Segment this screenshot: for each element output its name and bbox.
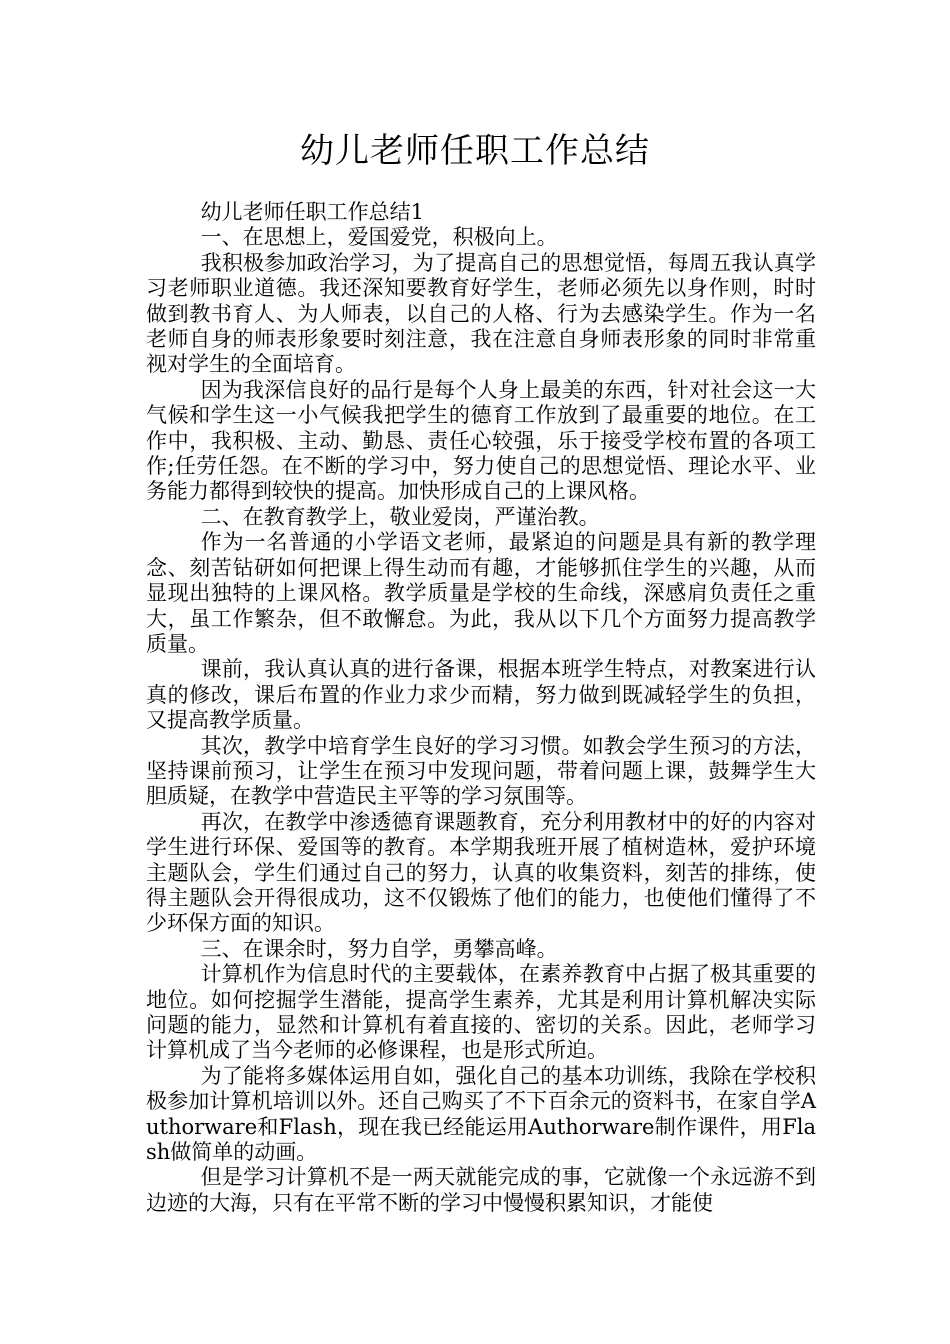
paragraph-moral-education: 因为我深信良好的品行是每个人身上最美的东西，针对社会这一大气候和学生这一小气候我把学生的德育工作放到了最重要的地位。在工作中，我积极、主动、勤恳、责任心较强，乐于接受学校布置的各项工作;任劳任怨。在不断的学习中，努力使自己的思想觉悟、理论水平、业务能力都得到较快的提高。加快形成自己的上课风格。 xyxy=(146,377,816,504)
document-title: 幼儿老师任职工作总结 xyxy=(300,131,650,171)
paragraph-lesson-prep: 课前，我认真认真的进行备课，根据本班学生特点，对教案进行认真的修改，课后布置的作业力求少而精，努力做到既减轻学生的负担，又提高教学质量。 xyxy=(146,657,816,733)
section-heading-ideology: 一、在思想上，爱国爱党，积极向上。 xyxy=(200,225,558,250)
document-body xyxy=(146,200,816,1216)
section-heading-teaching: 二、在教育教学上，敬业爱岗，严谨治教。 xyxy=(200,504,600,529)
paragraph-multimedia-training: 为了能将多媒体运用自如，强化自己的基本功训练，我除在学校积极参加计算机培训以外。还自己购买了不下百余元的资料书，在家自学Authorware和Flash，现在我已经能运用Authorware制作课件，用Flash做简单的动画。 xyxy=(146,1063,816,1165)
paragraph-moral-topics: 再次，在教学中渗透德育课题教育，充分利用教材中的好的内容对学生进行环保、爱国等的教育。本学期我班开展了植树造林，爱护环境主题队会，学生们通过自己的努力，认真的收集资料，刻苦的排练，使得主题队会开得很成功，这不仅锻炼了他们的能力，也使他们懂得了不少环保方面的知识。 xyxy=(146,809,816,936)
paragraph-study-habits: 其次，教学中培育学生良好的学习习惯。如教会学生预习的方法，坚持课前预习，让学生在预习中发现问题，带着问题上课，鼓舞学生大胆质疑，在教学中营造民主平等的学习氛围等。 xyxy=(146,733,816,809)
paragraph-continuous-learning: 但是学习计算机不是一两天就能完成的事，它就像一个永远游不到边迹的大海，只有在平常不断的学习中慢慢积累知识，才能使 xyxy=(146,1165,816,1215)
paragraph-heading-1: 幼儿老师任职工作总结1 xyxy=(200,200,424,224)
paragraph-computer-importance: 计算机作为信息时代的主要载体，在素养教育中占据了极其重要的地位。如何挖掘学生潜能，提高学生素养，尤其是利用计算机解决实际问题的能力，显然和计算机有着直接的、密切的关系。因此，老师学习计算机成了当今老师的必修课程，也是形式所迫。 xyxy=(146,962,816,1063)
paragraph-teaching-quality: 作为一名普通的小学语文老师，最紧迫的问题是具有新的教学理念、刻苦钻研如何把课上得生动而有趣，才能够抓住学生的兴趣，从而显现出独特的上课风格。教学质量是学校的生命线，深感肩负责任之重大，虽工作繁杂，但不敢懈怠。为此，我从以下几个方面努力提高教学质量。 xyxy=(146,530,816,656)
paragraph-political-study: 我积极参加政治学习，为了提高自己的思想觉悟，每周五我认真学习老师职业道德。我还深知要教育好学生，老师必须先以身作则，时时做到教书育人、为人师表，以自己的人格、行为去感染学生。作为一名老师自身的师表形象要时刻注意，我在注意自身师表形象的同时非常重视对学生的全面培育。 xyxy=(146,250,816,377)
section-heading-self-study: 三、在课余时，努力自学，勇攀高峰。 xyxy=(200,936,558,961)
